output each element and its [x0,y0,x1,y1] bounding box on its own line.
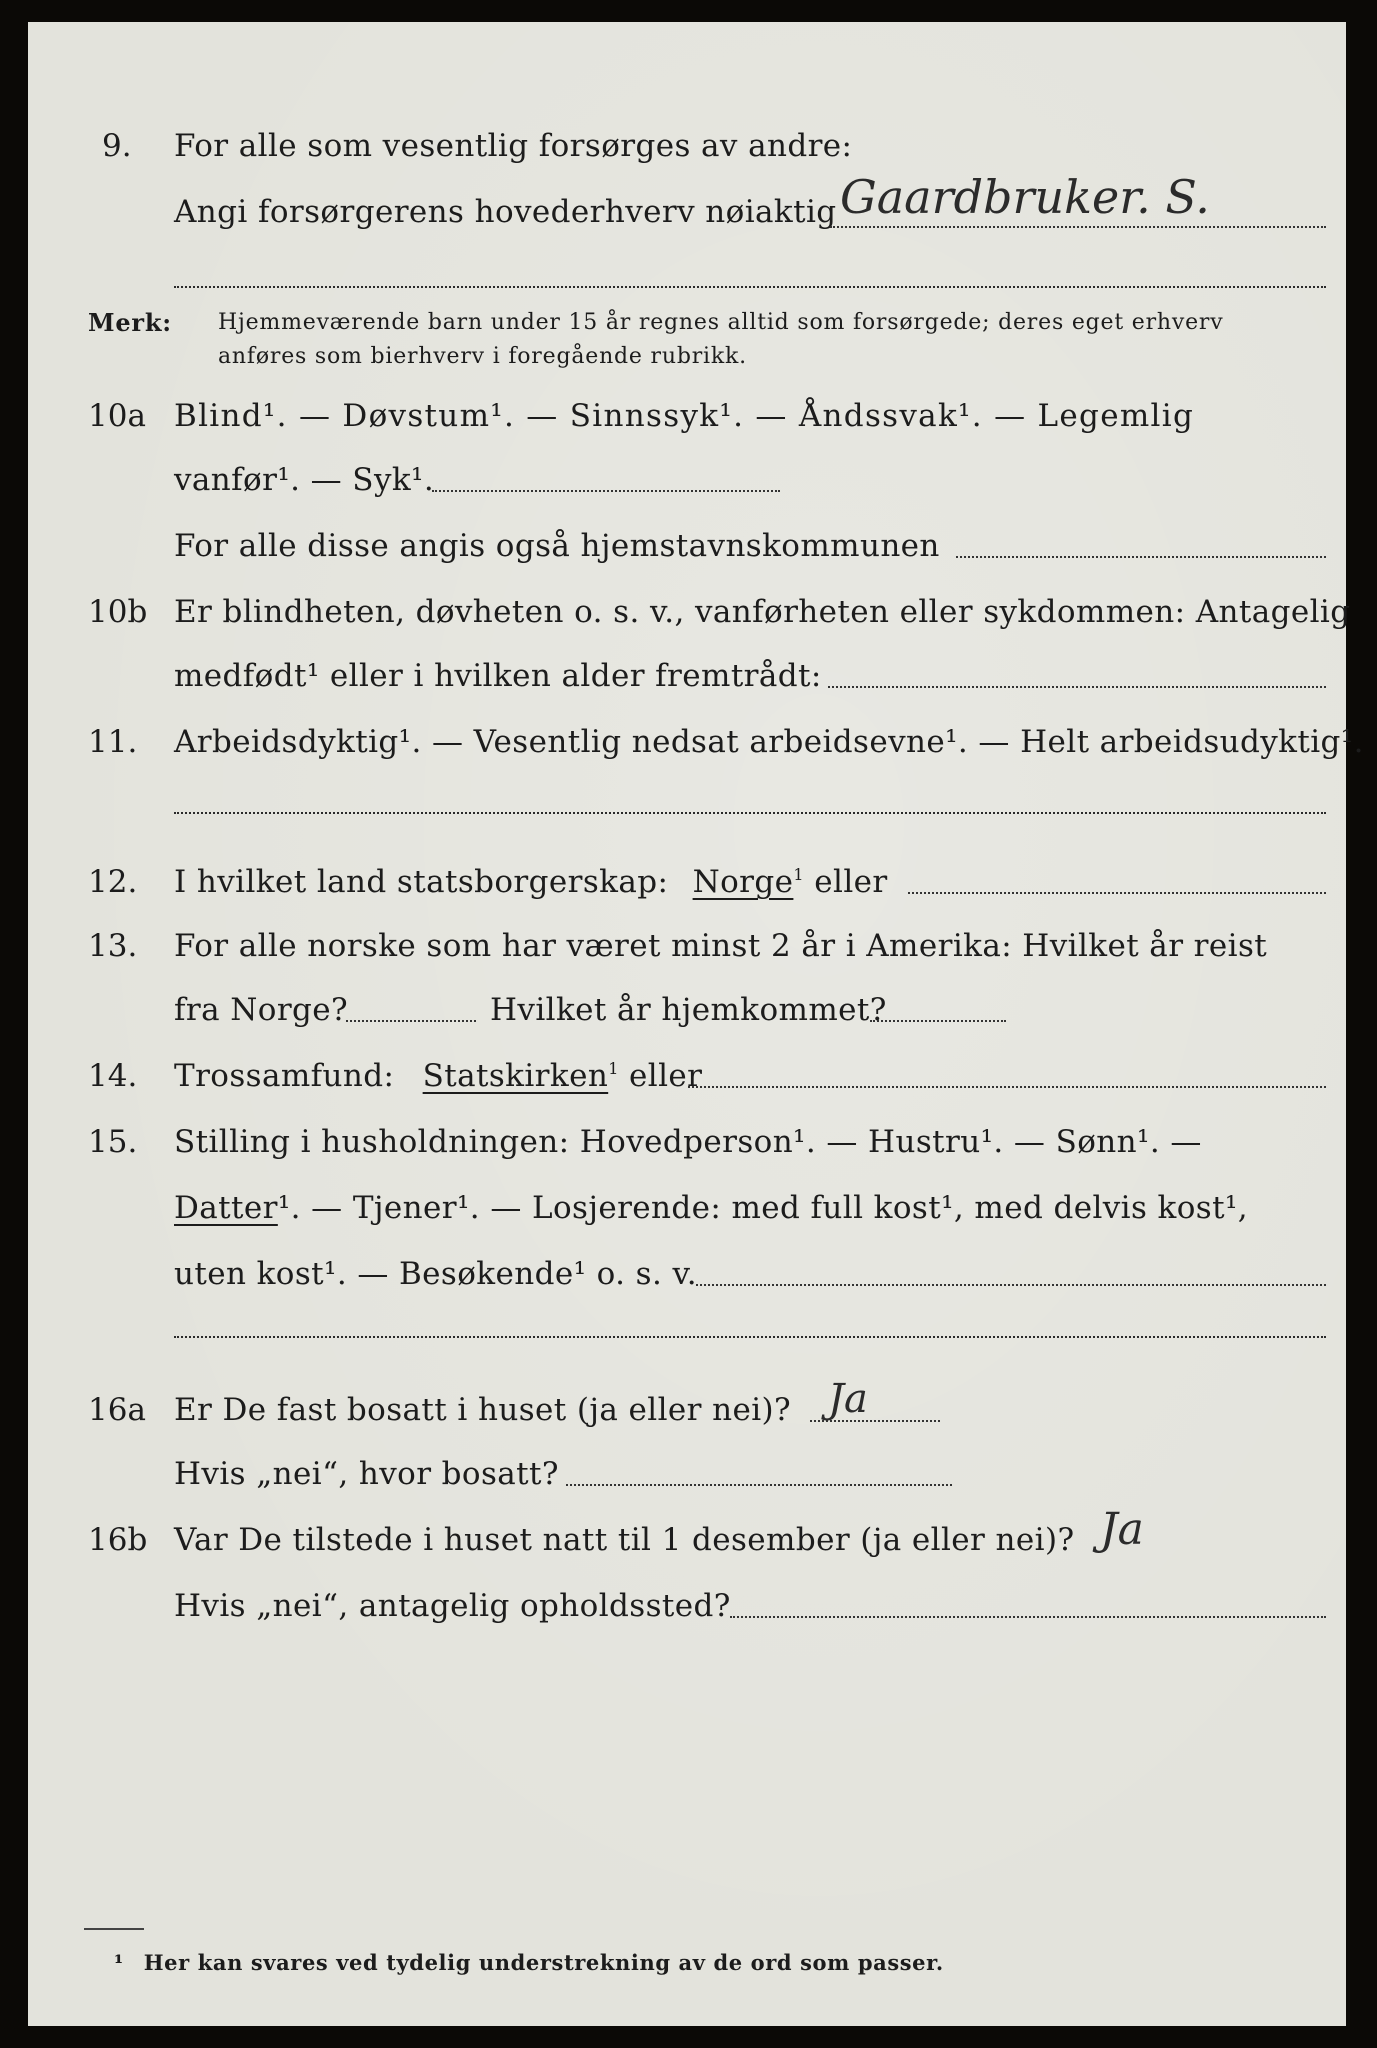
q14-text: Trossamfund: Statskirken$^1$ eller [174,1058,703,1094]
merk-line2: anføres som bierhverv i foregående rubrikk. [218,344,747,369]
footnote-text: Her kan svares ved tydelig understrekning av de ord som passer. [143,1950,944,1975]
q15-line2 [174,1190,1248,1226]
q10a-line1: Blind¹. — Døvstum¹. — Sinnssyk¹. — Åndssvak¹. — Legemlig [174,398,1195,434]
q13-number: 13. [88,928,138,964]
q9-answer-line [830,226,1326,228]
q12-after: eller [814,864,888,900]
q11-number: 11. [88,724,138,760]
q10a-number: 10a [88,398,146,434]
q12-number: 12. [88,864,138,900]
q13-reist-line [346,1020,476,1022]
q16b-line1: Var De tilstede i huset natt til 1 desember (ja eller nei)? [174,1522,1075,1558]
q16a-handwritten-answer: Ja [828,1376,868,1422]
census-form-page [28,22,1364,2026]
q14-option-statskirken: Statskirken [422,1058,609,1094]
q10b-line2: medfødt¹ eller i hvilken alder fremtrådt: [174,658,822,694]
q13-line1: For alle norske som har været minst 2 år i Amerika: Hvilket år reist [174,928,1268,964]
q9-extra-line [174,286,1326,288]
q16b-number: 16b [88,1522,148,1558]
q12-before: I hvilket land statsborgerskap: [174,864,669,900]
q16b-handwritten-answer: Ja [1100,1504,1144,1555]
q10a-kommune-line [956,556,1326,558]
q10b-age-line [828,686,1326,688]
footnote-marker: ¹ [114,1950,124,1975]
q14-number: 14. [88,1058,138,1094]
q16b-opholdssted-line [730,1616,1326,1618]
q16a-line2: Hvis „nei“, hvor bosatt? [174,1456,559,1492]
q10a-syk-line [432,490,780,492]
q9-handwritten-answer: Gaardbruker. S. [840,170,1210,224]
q10a-line3: For alle disse angis også hjemstavnskommunen [174,528,940,564]
q16a-bosatt-line [566,1484,952,1486]
q15-line1: Stilling i husholdningen: Hovedperson¹. — Hustru¹. — Sønn¹. — [174,1124,1202,1160]
q10b-line1: Er blindheten, døvheten o. s. v., vanførheten eller sykdommen: Antagelig [174,594,1351,630]
q15-line2-rest: ¹. — Tjener¹. — Losjerende: med full kost¹, med delvis kost¹, [277,1190,1249,1226]
q10b-number: 10b [88,594,148,630]
q12-other-line [908,892,1326,894]
q12-option-norge: Norge [692,864,794,900]
q15-extra-line [174,1336,1326,1338]
merk-label: Merk: [88,308,172,337]
footnote [114,1950,944,1975]
q16a-number: 16a [88,1392,146,1428]
q14-before: Trossamfund: [174,1058,395,1094]
merk-line1: Hjemmeværende barn under 15 år regnes alltid som forsørgede; deres eget erhverv [218,310,1224,335]
q12-text: I hvilket land statsborgerskap: Norge$^1$ eller [174,864,888,900]
q9-line2: Angi forsørgerens hovederhverv nøiaktig [174,194,837,230]
q13-part-a: fra Norge? [174,992,349,1028]
footnote-rule [84,1928,144,1930]
q16b-line2: Hvis „nei“, antagelig opholdssted? [174,1588,731,1624]
q15-number: 15. [88,1124,138,1160]
q16a-line1: Er De fast bosatt i huset (ja eller nei)? [174,1392,792,1428]
q9-line1: For alle som vesentlig forsørges av andre: [174,128,853,164]
q15-option-datter: Datter [174,1190,278,1226]
q13-part-b: Hvilket år hjemkommet? [490,992,887,1028]
q13-hjem-line [870,1020,1006,1022]
q10a-line2: vanfør¹. — Syk¹. [174,462,435,498]
q11-line1: Arbeidsdyktig¹. — Vesentlig nedsat arbeidsevne¹. — Helt arbeidsudyktig¹. [174,724,1364,760]
q14-other-line [688,1086,1326,1088]
q15-line3: uten kost¹. — Besøkende¹ o. s. v. [174,1256,697,1292]
q14-after: eller [629,1058,703,1094]
q15-other-line [696,1284,1326,1286]
q11-extra-line [174,812,1326,814]
q9-number: 9. [102,128,132,164]
